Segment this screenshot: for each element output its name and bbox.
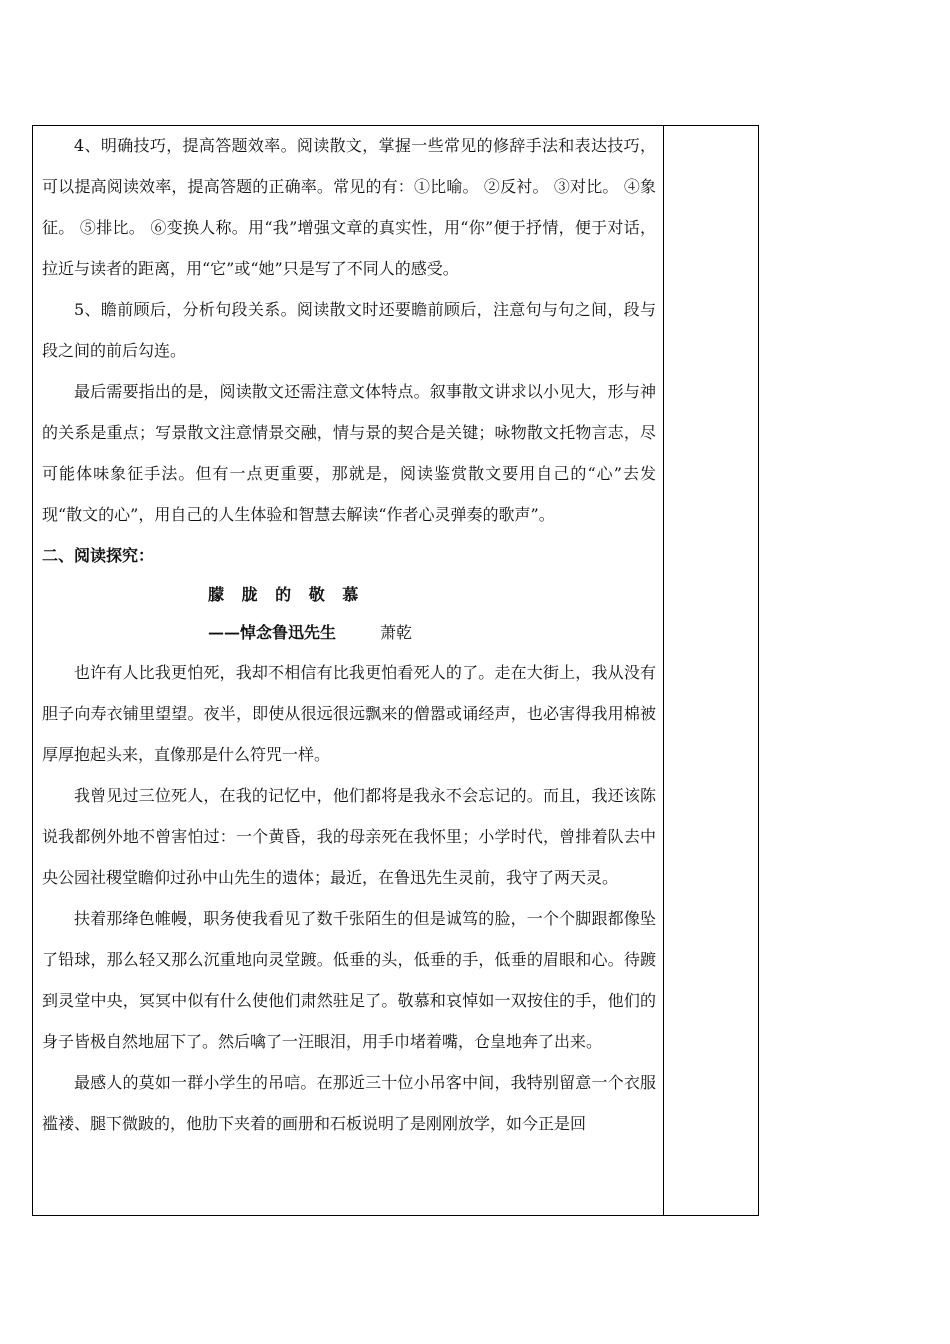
- essay-paragraph-1: 也许有人比我更怕死，我却不相信有比我更怕看死人的了。走在大街上，我从没有胆子向寿衣铺里望望。夜半，即使从很远很远飘来的僧嚣或诵经声，也必害得我用棉被厚厚抱起头来，直像那是什么符咒一样。: [42, 663, 656, 764]
- paragraph-conclusion: 最后需要指出的是，阅读散文还需注意文体特点。叙事散文讲求以小见大，形与神的关系是重点；写景散文注意情景交融，情与景的契合是关键；咏物散文托物言志，尽可能体味象征手法。但有一点更重要，那就是，阅读鉴赏散文要用自己的“心”去发现“散文的心”，用自己的人生体验和智慧去解读“作者心灵弹奏的歌声”。: [42, 382, 656, 524]
- essay-title: 朦 胧 的 敬 慕: [208, 585, 365, 604]
- paragraph-structure: 5、瞻前顾后，分析句段关系。阅读散文时还要瞻前顾后，注意句与句之间，段与段之间的前后勾连。: [42, 300, 656, 360]
- document-body: [42, 125, 656, 1144]
- essay-author: 萧乾: [380, 623, 413, 642]
- paragraph-technique: 4、明确技巧，提高答题效率。阅读散文，掌握一些常见的修辞手法和表达技巧，可以提高阅读效率，提高答题的正确率。常见的有：①比喻。 ②反衬。 ③对比。 ④象征。 ⑤排比。 ⑥变换人称。用“我”增强文章的真实性，用“你”便于抒情，便于对话，拉近与读者的距离，用“它”或“她”只是写了不同人的感受。: [42, 136, 656, 278]
- essay-paragraph-3: 扶着那绛色帷幔，职务使我看见了数千张陌生的但是诚笃的脸，一个个脚跟都像坠了铅球，那么轻又那么沉重地向灵堂踱。低垂的头，低垂的手，低垂的眉眼和心。待踱到灵堂中央，冥冥中似有什么使他们肃然驻足了。敬慕和哀悼如一双按住的手，他们的身子皆极自然地屈下了。然后噙了一汪眼泪，用手巾堵着嘴，仓皇地奔了出来。: [42, 909, 656, 1051]
- column-divider: [663, 125, 664, 1216]
- essay-subtitle-line: [42, 614, 656, 652]
- essay-subtitle: ——悼念鲁迅先生: [208, 623, 337, 642]
- essay-paragraph-2: 我曾见过三位死人，在我的记忆中，他们都将是我永不会忘记的。而且，我还该陈说我都例外地不曾害怕过：一个黄昏，我的母亲死在我怀里；小学时代，曾排着队去中央公园社稷堂瞻仰过孙中山先生的遗体；最近，在鲁迅先生灵前，我守了两天灵。: [42, 786, 656, 887]
- section-heading: 二、阅读探究：: [42, 546, 155, 565]
- essay-paragraph-4: 最感人的莫如一群小学生的吊唁。在那近三十位小吊客中间，我特别留意一个衣服褴褛、腿下微跛的，他肋下夹着的画册和石板说明了是刚刚放学，如今正是回: [42, 1073, 656, 1133]
